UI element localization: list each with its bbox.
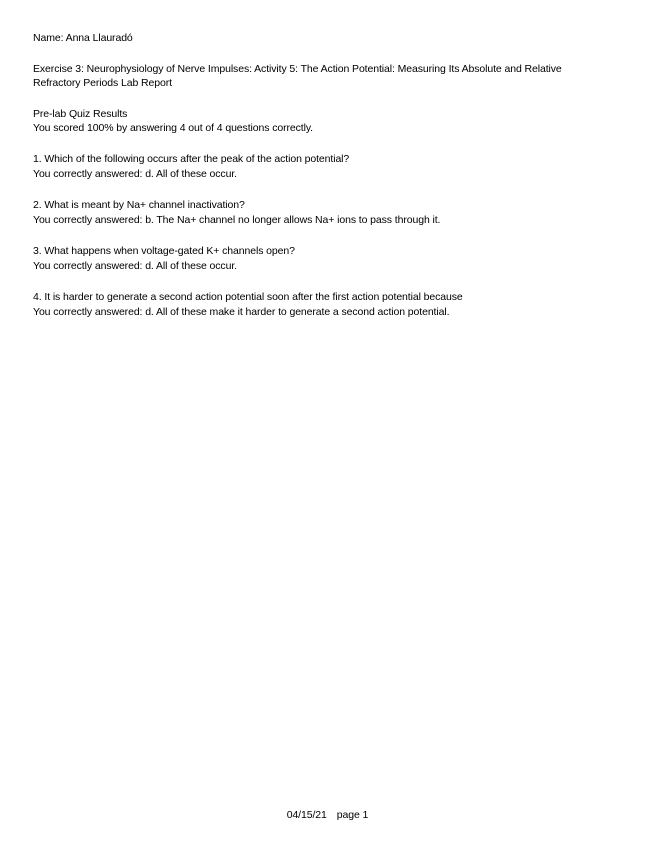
- question-4: 4. It is harder to generate a second action potential soon after the first action potential because: [33, 291, 463, 303]
- page-footer: [0, 808, 655, 822]
- student-name: Name: Anna Llauradó: [33, 32, 133, 44]
- footer-date: 04/15/21: [286, 809, 327, 821]
- quiz-results-heading: Pre-lab Quiz Results: [33, 108, 128, 120]
- answer-4: You correctly answered: d. All of these make it harder to generate a second action potential.: [33, 306, 450, 318]
- question-2: 2. What is meant by Na+ channel inactivation?: [33, 199, 245, 211]
- report-title-line-1: Exercise 3: Neurophysiology of Nerve Impulses: Activity 5: The Action Potential: Measuring Its Absolute and Relative: [33, 63, 562, 75]
- report-title-line-2: Refractory Periods Lab Report: [33, 77, 172, 89]
- answer-1: You correctly answered: d. All of these occur.: [33, 168, 237, 180]
- footer-page-number: page 1: [336, 809, 369, 821]
- question-1: 1. Which of the following occurs after the peak of the action potential?: [33, 153, 350, 165]
- answer-3: You correctly answered: d. All of these occur.: [33, 260, 237, 272]
- question-3: 3. What happens when voltage-gated K+ channels open?: [33, 245, 295, 257]
- quiz-score: You scored 100% by answering 4 out of 4 questions correctly.: [33, 122, 314, 134]
- answer-2: You correctly answered: b. The Na+ channel no longer allows Na+ ions to pass through it.: [33, 214, 441, 226]
